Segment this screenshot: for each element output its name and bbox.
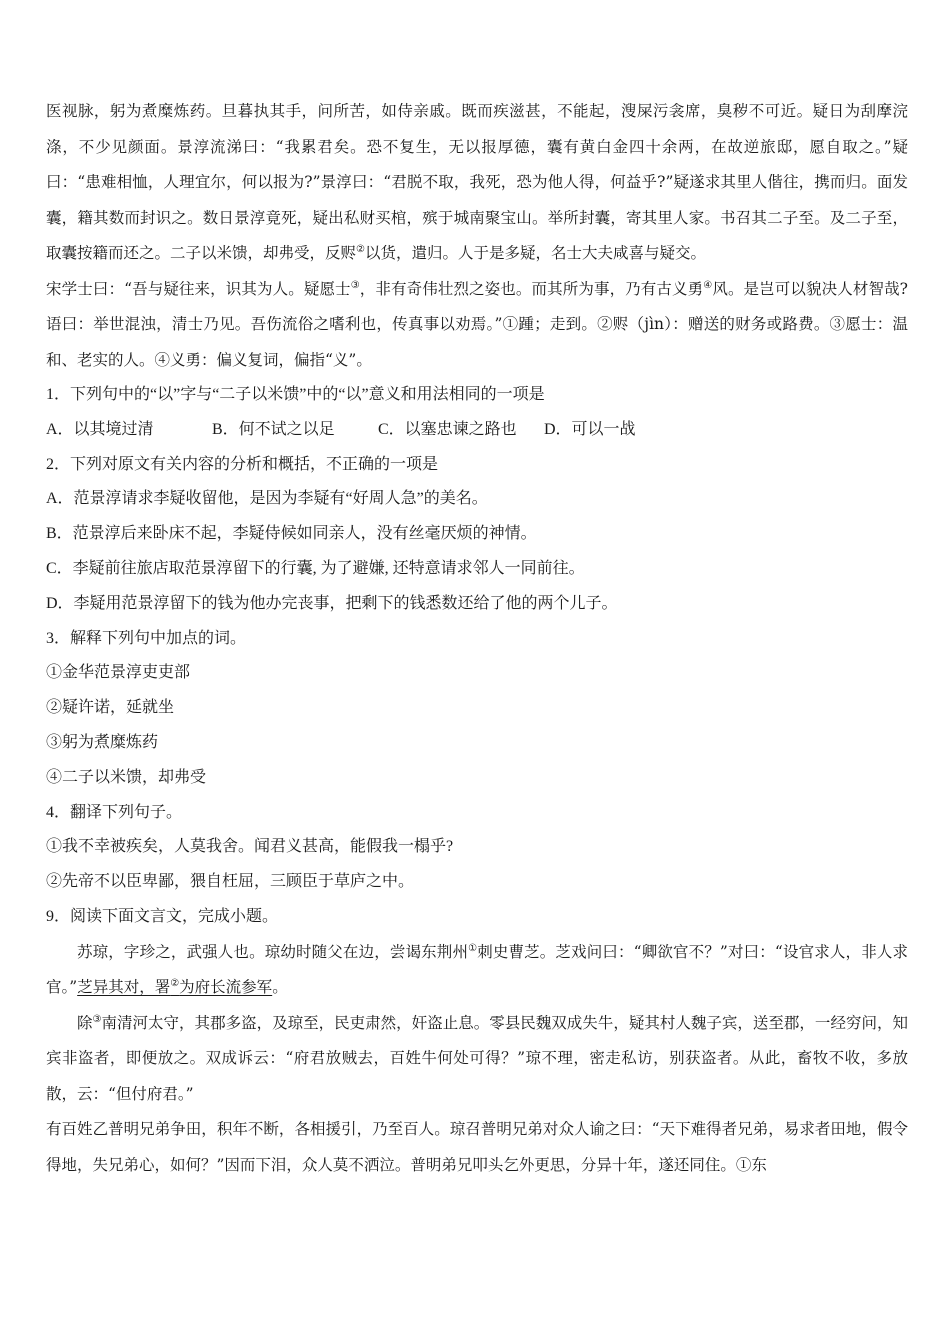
- passage1-text: 宋学士曰：“吾与疑往来，识其为人。疑愿士: [46, 279, 351, 298]
- question-1: 1．下列句中的“以”字与“二子以米馈”中的“以”意义和用法相同的一项是: [46, 386, 545, 403]
- footnote-marker: ④: [703, 279, 713, 291]
- question-1-options: [46, 413, 908, 448]
- footnote-marker: ②: [170, 978, 180, 990]
- passage2-text: 南清河太守，其郡多盗，及琼至，民吏肃然，奸盗止息。零县民魏双成失牛，疑其村人魏子宾，送至郡，一经穷问，知宾非盗者，即便放之。双成诉云：“府君放贼去，百姓牛何处可得？”琼不理，密走私访，别获盗者。从此，畜牧不收，多放散，云：“但付府君。”: [46, 1013, 908, 1103]
- option-c: C．以塞忠谏之路也: [378, 420, 517, 438]
- footnote-marker: ②: [356, 244, 365, 255]
- passage2-text: 刺史曹芝。芝戏问曰：“卿欲官不？”对曰：“设官求人，非人求官。”: [46, 942, 908, 997]
- question-9: 9．阅读下面文言文，完成小题。: [46, 907, 279, 925]
- underlined-text: 芝异其对，署: [77, 978, 171, 997]
- question-2-option-b: B．范景淳后来卧床不起，李疑侍候如同亲人，没有丝毫厌烦的神情。: [46, 525, 537, 543]
- option-d: D．可以一战: [544, 420, 636, 438]
- footnote-marker: ③: [92, 1013, 102, 1025]
- document-content: [46, 94, 908, 1183]
- underlined-text: 为府长流参军: [179, 978, 273, 997]
- option-b: B．何不试之以足: [212, 420, 335, 438]
- question-2-option-a: A．范景淳请求李疑收留他，是因为李疑有“好周人急”的美名。: [46, 490, 488, 508]
- passage2-paragraph3: 有百姓乙普明兄弟争田，积年不断，各相援引，乃至百人。琼召普明兄弟对众人谕之曰：“天下难得者兄弟，易求者田地，假令得地，失兄弟心，如何？”因而下泪，众人莫不洒泣。普明弟兄叩头乞外更思，分异十年，遂还同住。①东: [46, 1120, 908, 1174]
- passage2-paragraph2: [46, 1006, 908, 1113]
- question-3-item-3: ③躬为煮糜炼药: [46, 733, 159, 751]
- question-4-item-1: ①我不幸被疾矣，人莫我舍。闻君义甚高，能假我一榻乎?: [46, 838, 454, 856]
- passage2-text: 苏琼，字珍之，武强人也。琼幼时随父在边，尝谒东荆州: [77, 942, 469, 961]
- passage1-text: 风。是岂可以貌决人材智哉?语曰：举世混浊，清士乃见。吾伤流俗之嗜利也，传真事以劝焉。”①踵；走到。②赆（jìn）：赠送的财务或路费。③愿士：温和、老实的人。④义勇：偏义复词，偏指“义”。: [46, 279, 908, 369]
- footnote-marker: ①: [468, 942, 478, 954]
- passage2-text: 除: [77, 1013, 93, 1032]
- question-3-item-4: ④二子以米馈，却弗受: [46, 768, 207, 786]
- footnote-marker: ③: [350, 279, 360, 291]
- question-2: 2．下列对原文有关内容的分析和概括，不正确的一项是: [46, 455, 439, 473]
- question-3: 3．解释下列句中加点的词。: [46, 629, 247, 647]
- underlined-sentence: [77, 978, 272, 996]
- question-2-option-c: C．李疑前往旅店取范景淳留下的行囊, 为了避嫌, 还特意请求邻人一同前往。: [46, 559, 585, 577]
- passage1-text: 以货，遣归。人于是多疑，名士大夫咸喜与疑交。: [364, 244, 706, 262]
- question-2-option-d: D．李疑用范景淳留下的钱为他办完丧事，把剩下的钱悉数还给了他的两个儿子。: [46, 594, 618, 612]
- option-a: A．以其境过清: [46, 420, 154, 438]
- passage1-text: ，非有奇伟壮烈之姿也。而其所为事，乃有古义勇: [359, 279, 704, 298]
- question-4-item-2: ②先帝不以臣卑鄙，猥自枉屈，三顾臣于草庐之中。: [46, 873, 415, 891]
- passage2-paragraph1: [46, 935, 908, 1006]
- question-3-item-2: ②疑许诺，延就坐: [46, 699, 175, 717]
- question-3-item-1: ①金华范景淳吏吏部: [46, 664, 191, 682]
- question-4: 4．翻译下列句子。: [46, 803, 183, 821]
- passage1-text: 医视脉，躬为煮糜炼药。旦暮执其手，问所苦，如侍亲戚。既而疾滋甚，不能起，溲屎污衾席，臭秽不可近。疑日为刮摩浣涤，不少见颜面。景淳流涕曰：“我累君矣。恐不复生，无以报厚德，囊有黄白金四十余两，在故逆旅邸，愿自取之。”疑曰：“患难相恤，人理宜尔，何以报为?”景淳曰：“君脱不取，我死，恐为他人得，何益乎?”疑遂求其里人偕往，携而归。面发囊，籍其数而封识之。数日景淳竟死，疑出私财买棺，殡于城南聚宝山。举所封囊，寄其里人家。书召其二子至。及二子至，取囊按籍而还之。二子以米馈，却弗受，反赆: [46, 102, 908, 262]
- passage1-paragraph1: [46, 94, 908, 272]
- passage1-paragraph2: [46, 272, 908, 379]
- passage2-text: 。: [272, 978, 288, 997]
